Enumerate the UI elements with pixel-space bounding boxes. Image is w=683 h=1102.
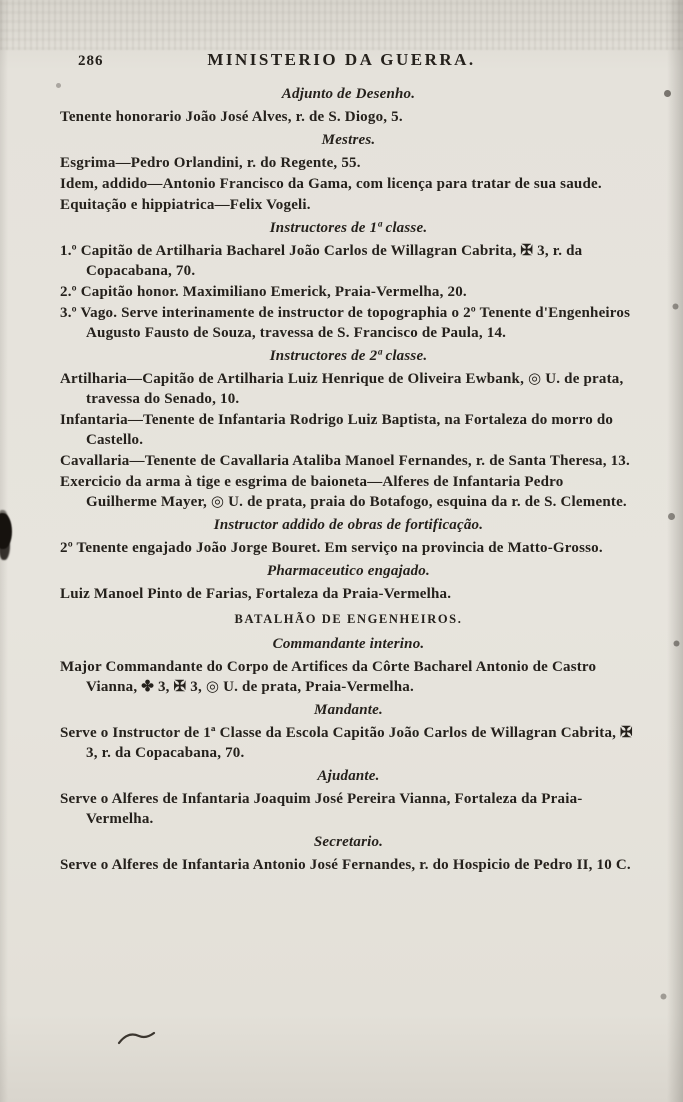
- paper-bleedthrough-texture: [0, 0, 683, 50]
- entry-idem-addido: Idem, addido—Antonio Francisco da Gama, com licença para tratar de sua saude.: [60, 176, 602, 192]
- heading-mestres: Mestres.: [321, 132, 376, 148]
- entry-major-commandante: Major Commandante do Corpo de Artifices da Côrte Bacharel Antonio de Castro Vianna, ✤ 3, ✠ 3, ◎ U. de prata, Praia-Vermelha.: [60, 659, 597, 695]
- entry-mandante-serve: Serve o Instructor de 1ª Classe da Escola Capitão João Carlos de Willagran Cabrita, ✠ 3, r. da Copacabana, 70.: [60, 725, 633, 761]
- heading-ajudante: Ajudante.: [317, 768, 380, 784]
- page-right-shadow: [667, 0, 683, 1102]
- heading-adjunto-de-desenho: Adjunto de Desenho.: [281, 86, 416, 102]
- page-left-shadow: [0, 0, 8, 1102]
- heading-batalhao-de-engenheiros: BATALHÃO DE ENGENHEIROS.: [234, 612, 463, 626]
- entry-infantaria: Infantaria—Tenente de Infantaria Rodrigo Luiz Baptista, na Fortaleza do morro do Castello.: [60, 412, 614, 448]
- page-number: 286: [78, 53, 104, 69]
- entry-instructor-1: 1.º Capitão de Artilharia Bacharel João Carlos de Willagran Cabrita, ✠ 3, r. da Copacabana, 70.: [60, 243, 583, 279]
- handwritten-mark: [116, 1028, 158, 1048]
- entry-cavallaria: Cavallaria—Tenente de Cavallaria Ataliba Manoel Fernandes, r. de Santa Theresa, 13.: [60, 453, 630, 469]
- entry-artilharia: Artilharia—Capitão de Artilharia Luiz Henrique de Oliveira Ewbank, ◎ U. de prata, travessa do Senado, 10.: [60, 371, 624, 407]
- heading-instructores-2a-classe: Instructores de 2ª classe.: [269, 348, 428, 364]
- entry-esgrima: Esgrima—Pedro Orlandini, r. do Regente, 55.: [60, 155, 361, 171]
- ink-blot: [0, 513, 12, 549]
- entry-exercicio-da-arma: Exercicio da arma à tige e esgrima de baioneta—Alferes de Infantaria Pedro Guilherme Mayer, ◎ U. de prata, praia do Botafogo, esquina da r. de S. Clemente.: [60, 474, 627, 510]
- entry-pharmaceutico: Luiz Manoel Pinto de Farias, Fortaleza da Praia-Vermelha.: [60, 586, 452, 602]
- scan-specks: [0, 0, 3, 3]
- heading-secretario: Secretario.: [313, 834, 384, 850]
- entry-ajudante-serve: Serve o Alferes de Infantaria Joaquim José Pereira Vianna, Fortaleza da Praia-Vermelha.: [60, 791, 583, 827]
- heading-commandante-interino: Commandante interino.: [272, 636, 425, 652]
- page-title: MINISTERIO DA GUERRA.: [207, 50, 476, 69]
- entry-instructor-2: 2.º Capitão honor. Maximiliano Emerick, Praia-Vermelha, 20.: [60, 284, 467, 300]
- entry-instructor-3-vago: 3.º Vago. Serve interinamente de instructor de topographia o 2º Tenente d'Engenheiros Augusto Fausto de Souza, travessa de S. Francisco de Paula, 14.: [60, 305, 631, 341]
- heading-pharmaceutico-engajado: Pharmaceutico engajado.: [267, 563, 430, 579]
- heading-mandante: Mandante.: [314, 702, 383, 718]
- heading-instructores-1a-classe: Instructores de 1ª classe.: [269, 220, 428, 236]
- entry-tenente-bouret: 2º Tenente engajado João Jorge Bouret. Em serviço na provincia de Matto-Grosso.: [60, 540, 603, 556]
- entry-secretario-serve: Serve o Alferes de Infantaria Antonio José Fernandes, r. do Hospicio de Pedro II, 10 C.: [60, 857, 631, 873]
- page-content: [60, 84, 637, 875]
- entry-equitacao-hippiatrica: Equitação e hippiatrica—Felix Vogeli.: [60, 197, 311, 213]
- page-header: [0, 50, 683, 76]
- heading-instructor-addido: Instructor addido de obras de fortificação.: [213, 517, 484, 533]
- entry-tenente-honorario: Tenente honorario João José Alves, r. de S. Diogo, 5.: [60, 109, 403, 125]
